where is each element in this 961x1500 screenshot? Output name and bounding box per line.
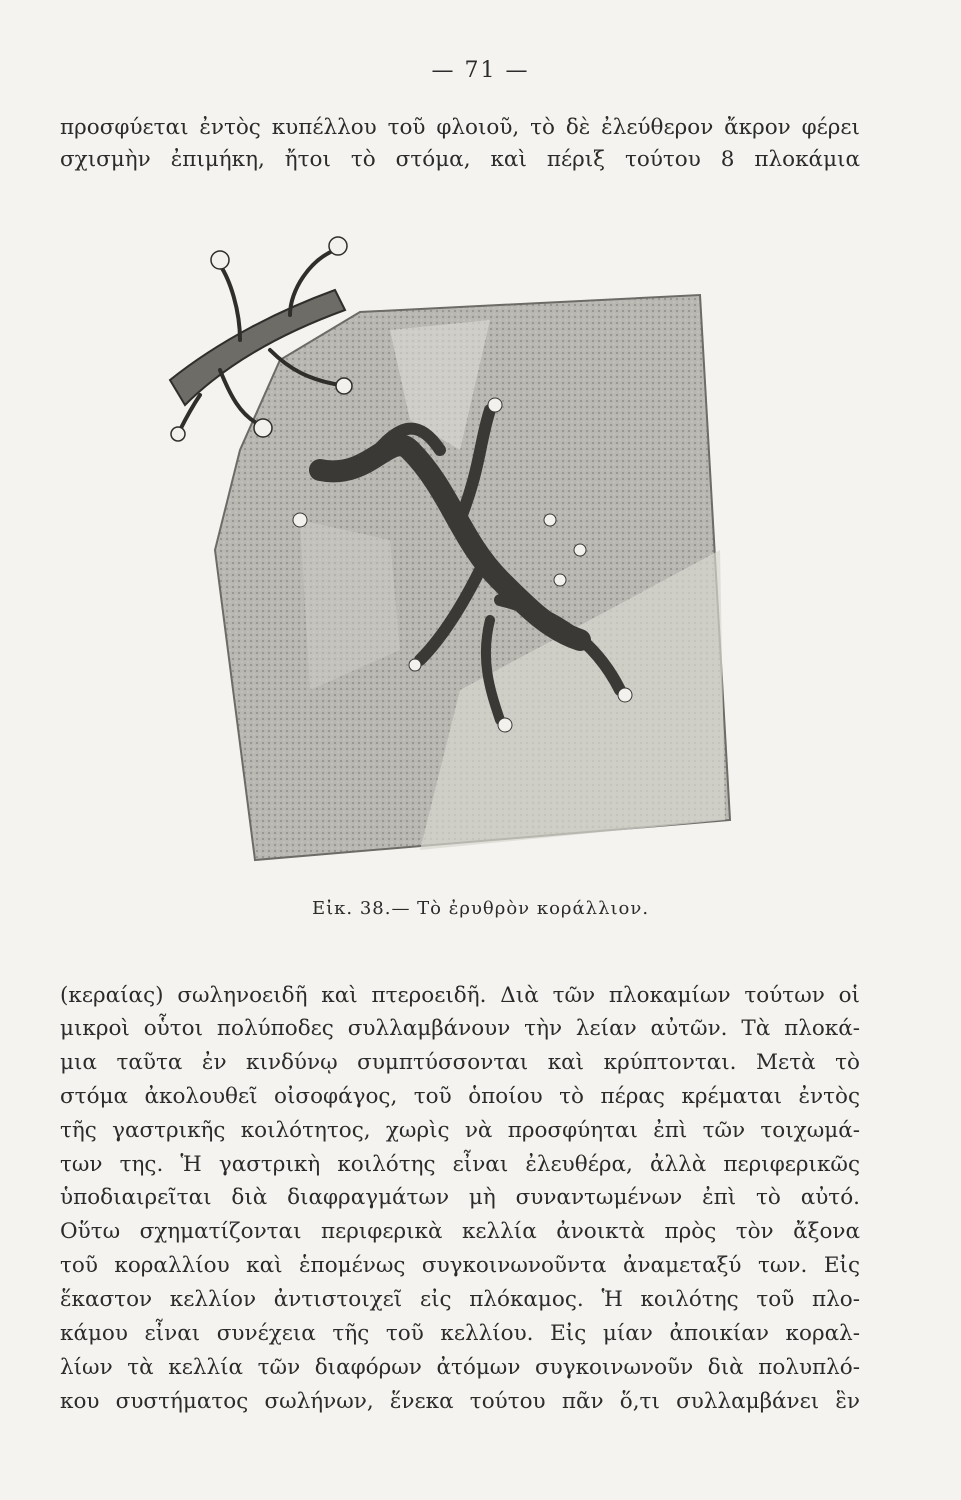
text-line: μικροὶ οὗτοι πολύποδες συλλαμβάνουν τὴν λείαν αὐτῶν. Τὰ πλοκά- — [60, 1016, 860, 1041]
text-line: σχισμὴν ἐπιμήκη, ἤτοι τὸ στόμα, καὶ πέριξ τούτου 8 πλοκάμια — [60, 147, 860, 172]
figure-caption: Εἰκ. 38.— Τὸ ἐρυθρὸν κοράλλιον. — [311, 898, 650, 919]
red-coral-illustration — [160, 220, 740, 870]
text-line: λίων τὰ κελλία τῶν διαφόρων ἀτόμων συγκοινωνοῦν διὰ πολυπλό- — [60, 1355, 860, 1380]
text-line: των της. Ἡ γαστρικὴ κοιλότης εἶναι ἐλευθέρα, ἀλλὰ περιφερικῶς — [60, 1152, 860, 1177]
text-line: ἕκαστον κελλίον ἀντιστοιχεῖ εἰς πλόκαμος. Ἡ κοιλότης τοῦ πλο- — [60, 1287, 860, 1312]
text-line: ὑποδιαιρεῖται διὰ διαφραγμάτων μὴ συναντωμένων ἐπὶ τὸ αὐτό. — [60, 1185, 860, 1210]
text-line: στόμα ἀκολουθεῖ οἰσοφάγος, τοῦ ὁποίου τὸ πέρας κρέμαται ἐντὸς — [60, 1084, 860, 1109]
text-line: (κεραίας) σωληνοειδῆ καὶ πτεροειδῆ. Διὰ τῶν πλοκαμίων τούτων οἱ — [60, 983, 860, 1008]
text-line: μια ταῦτα ἐν κινδύνῳ συμπτύσσονται καὶ κρύπτονται. Μετὰ τὸ — [60, 1050, 860, 1075]
text-line: κου συστήματος σωλήνων, ἕνεκα τούτου πᾶν ὅ,τι συλλαμβάνει ἓν — [60, 1389, 860, 1414]
coral-figure — [160, 220, 740, 870]
text-line: τοῦ κοραλλίου καὶ ἑπομένως συγκοινωνοῦντα ἀναμεταξύ των. Εἰς — [60, 1253, 860, 1278]
text-line: κάμου εἶναι συνέχεια τῆς τοῦ κελλίου. Εἰς μίαν ἀποικίαν κοραλ- — [60, 1321, 860, 1346]
text-line: Οὕτω σχηματίζονται περιφερικὰ κελλία ἀνοικτὰ πρὸς τὸν ἄξονα — [60, 1219, 860, 1244]
text-line: προσφύεται ἐντὸς κυπέλλου τοῦ φλοιοῦ, τὸ δὲ ἐλεύθερον ἄκρον φέρει — [60, 115, 860, 140]
text-line: τῆς γαστρικῆς κοιλότητος, χωρὶς νὰ προσφύηται ἐπὶ τῶν τοιχωμά- — [60, 1118, 860, 1143]
page-number: — 71 — — [431, 58, 530, 83]
